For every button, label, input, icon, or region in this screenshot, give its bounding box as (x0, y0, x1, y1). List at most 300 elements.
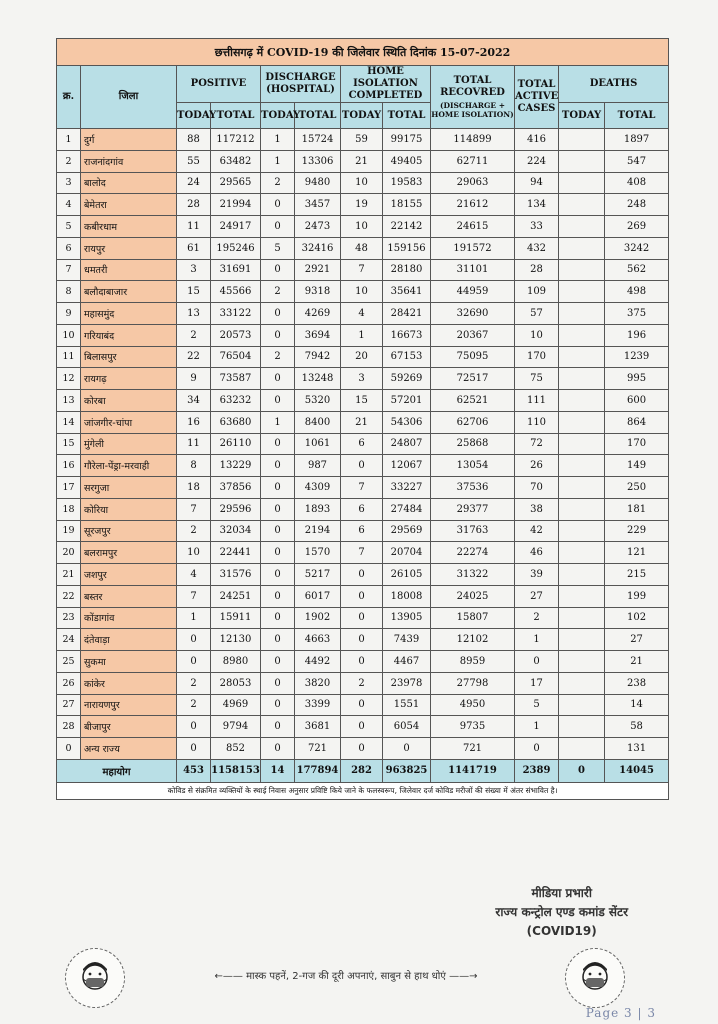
cell-hi-today: 2 (341, 672, 383, 694)
cell-active: 17 (515, 672, 559, 694)
cell-recovered: 114899 (431, 129, 515, 151)
total-recovered-note: (DISCHARGE + HOME ISOLATION) (431, 101, 514, 119)
cell-death-today (559, 564, 605, 586)
masked-face-icon (565, 948, 625, 1008)
cell-recovered: 75095 (431, 346, 515, 368)
cell-hi-today: 10 (341, 281, 383, 303)
cell-recovered: 44959 (431, 281, 515, 303)
total-death-today: 0 (559, 759, 605, 782)
cell-dis-total: 1570 (295, 542, 341, 564)
col-active-header: TOTAL ACTIVE CASES (515, 66, 559, 129)
cell-pos-today: 88 (177, 129, 211, 151)
slogan-label: मास्क पहनें, 2-गज की दूरी अपनाएं, साबुन से हाथ धोएं (246, 971, 446, 982)
cell-recovered: 24615 (431, 216, 515, 238)
cell-dis-total: 9480 (295, 172, 341, 194)
row-district: महासमुंद (81, 303, 177, 325)
cell-active: 10 (515, 324, 559, 346)
row-district: कोरबा (81, 390, 177, 412)
col-total-recovered-header (431, 66, 515, 129)
cell-hi-today: 0 (341, 607, 383, 629)
row-sn: 24 (57, 629, 81, 651)
cell-dis-today: 0 (261, 542, 295, 564)
cell-hi-today: 21 (341, 411, 383, 433)
row-district: कांकेर (81, 672, 177, 694)
row-district: दुर्ग (81, 129, 177, 151)
cell-active: 39 (515, 564, 559, 586)
district-status-table (56, 38, 669, 800)
cell-dis-today: 2 (261, 346, 295, 368)
cell-death-total: 238 (605, 672, 669, 694)
cell-active: 2 (515, 607, 559, 629)
cell-active: 26 (515, 455, 559, 477)
cell-recovered: 29377 (431, 498, 515, 520)
table-row (57, 390, 669, 412)
table-row (57, 738, 669, 760)
row-district: धमतरी (81, 259, 177, 281)
row-sn: 27 (57, 694, 81, 716)
cell-recovered: 25868 (431, 433, 515, 455)
cell-dis-total: 3681 (295, 716, 341, 738)
cell-hi-today: 3 (341, 368, 383, 390)
cell-death-today (559, 629, 605, 651)
cell-pos-today: 15 (177, 281, 211, 303)
cell-dis-total: 5217 (295, 564, 341, 586)
cell-pos-total: 63232 (211, 390, 261, 412)
signature-block (495, 884, 628, 941)
cell-pos-total: 26110 (211, 433, 261, 455)
row-district: रायगढ़ (81, 368, 177, 390)
cell-pos-today: 0 (177, 651, 211, 673)
cell-pos-total: 13229 (211, 455, 261, 477)
cell-hi-total: 49405 (383, 150, 431, 172)
cell-hi-total: 13905 (383, 607, 431, 629)
table-row (57, 259, 669, 281)
row-district: गरियाबंद (81, 324, 177, 346)
cell-dis-total: 1061 (295, 433, 341, 455)
table-row (57, 172, 669, 194)
table-row (57, 672, 669, 694)
cell-dis-today: 0 (261, 651, 295, 673)
row-sn: 2 (57, 150, 81, 172)
cell-active: 224 (515, 150, 559, 172)
cell-death-total: 58 (605, 716, 669, 738)
cell-hi-total: 59269 (383, 368, 431, 390)
cell-pos-total: 32034 (211, 520, 261, 542)
slogan-text (151, 968, 541, 982)
cell-active: 33 (515, 216, 559, 238)
cell-recovered: 24025 (431, 585, 515, 607)
cell-hi-total: 19583 (383, 172, 431, 194)
cell-pos-today: 3 (177, 259, 211, 281)
row-sn: 21 (57, 564, 81, 586)
cell-hi-today: 0 (341, 455, 383, 477)
cell-death-total: 547 (605, 150, 669, 172)
cell-dis-total: 32416 (295, 237, 341, 259)
cell-death-total: 229 (605, 520, 669, 542)
cell-active: 1 (515, 716, 559, 738)
cell-pos-total: 63680 (211, 411, 261, 433)
cell-death-total: 181 (605, 498, 669, 520)
cell-active: 27 (515, 585, 559, 607)
cell-recovered: 721 (431, 738, 515, 760)
cell-dis-total: 3694 (295, 324, 341, 346)
cell-death-today (559, 607, 605, 629)
cell-recovered: 62711 (431, 150, 515, 172)
cell-death-today (559, 150, 605, 172)
cell-pos-total: 12130 (211, 629, 261, 651)
col-deaths-header: DEATHS (559, 66, 669, 103)
cell-pos-today: 2 (177, 520, 211, 542)
cell-dis-today: 0 (261, 390, 295, 412)
cell-hi-total: 4467 (383, 651, 431, 673)
sub-header-today: TODAY (261, 103, 295, 129)
cell-pos-today: 28 (177, 194, 211, 216)
cell-dis-today: 0 (261, 672, 295, 694)
cell-pos-today: 4 (177, 564, 211, 586)
sub-header-total: TOTAL (295, 103, 341, 129)
row-district: बलरामपुर (81, 542, 177, 564)
cell-dis-today: 0 (261, 455, 295, 477)
cell-death-total: 995 (605, 368, 669, 390)
cell-pos-today: 2 (177, 672, 211, 694)
cell-dis-total: 8400 (295, 411, 341, 433)
cell-death-total: 21 (605, 651, 669, 673)
cell-death-today (559, 738, 605, 760)
cell-recovered: 4950 (431, 694, 515, 716)
cell-dis-total: 721 (295, 738, 341, 760)
cell-hi-total: 28421 (383, 303, 431, 325)
total-dis-today: 14 (261, 759, 295, 782)
cell-dis-today: 0 (261, 324, 295, 346)
cell-dis-today: 0 (261, 498, 295, 520)
row-district: गौरेला-पेंड्रा-मरवाही (81, 455, 177, 477)
cell-pos-total: 37856 (211, 477, 261, 499)
cell-death-total: 14 (605, 694, 669, 716)
cell-death-total: 864 (605, 411, 669, 433)
table-row (57, 542, 669, 564)
table-row (57, 237, 669, 259)
cell-pos-total: 24917 (211, 216, 261, 238)
cell-hi-total: 1551 (383, 694, 431, 716)
cell-recovered: 191572 (431, 237, 515, 259)
cell-pos-today: 34 (177, 390, 211, 412)
cell-hi-total: 35641 (383, 281, 431, 303)
cell-death-total: 250 (605, 477, 669, 499)
row-sn: 13 (57, 390, 81, 412)
cell-pos-total: 29596 (211, 498, 261, 520)
cell-death-total: 1239 (605, 346, 669, 368)
cell-active: 5 (515, 694, 559, 716)
cell-death-today (559, 129, 605, 151)
cell-recovered: 31101 (431, 259, 515, 281)
cell-pos-total: 22441 (211, 542, 261, 564)
cell-dis-total: 7942 (295, 346, 341, 368)
cell-dis-today: 1 (261, 150, 295, 172)
cell-dis-total: 3399 (295, 694, 341, 716)
cell-hi-total: 27484 (383, 498, 431, 520)
row-sn: 26 (57, 672, 81, 694)
cell-death-today (559, 237, 605, 259)
cell-active: 42 (515, 520, 559, 542)
col-discharge-header: DISCHARGE (HOSPITAL) (261, 66, 341, 103)
cell-death-today (559, 520, 605, 542)
signature-line-3: (COVID19) (526, 924, 597, 938)
cell-dis-today: 0 (261, 607, 295, 629)
covid-district-report (56, 38, 668, 800)
cell-pos-total: 852 (211, 738, 261, 760)
row-district: बालोद (81, 172, 177, 194)
row-district: नारायणपुर (81, 694, 177, 716)
row-sn: 11 (57, 346, 81, 368)
cell-hi-today: 20 (341, 346, 383, 368)
cell-dis-today: 0 (261, 477, 295, 499)
cell-death-total: 196 (605, 324, 669, 346)
cell-death-total: 121 (605, 542, 669, 564)
cell-dis-today: 0 (261, 194, 295, 216)
cell-hi-today: 59 (341, 129, 383, 151)
table-row (57, 455, 669, 477)
cell-pos-total: 76504 (211, 346, 261, 368)
row-district: कोरिया (81, 498, 177, 520)
cell-pos-total: 29565 (211, 172, 261, 194)
cell-recovered: 62706 (431, 411, 515, 433)
sub-header-total: TOTAL (605, 103, 669, 129)
cell-hi-total: 23978 (383, 672, 431, 694)
sub-header-total: TOTAL (211, 103, 261, 129)
footnote: कोविड से संक्रमित व्यक्तियों के स्थाई निवास अनुसार प्रविष्टि किये जाने के फलस्वरूप, जिलेवार दर्ज कोविड मरीजों की संख्या में अंतर संभावित है। (57, 782, 669, 799)
row-sn: 16 (57, 455, 81, 477)
cell-death-today (559, 194, 605, 216)
row-sn: 14 (57, 411, 81, 433)
cell-hi-total: 0 (383, 738, 431, 760)
cell-death-total: 27 (605, 629, 669, 651)
cell-dis-today: 0 (261, 564, 295, 586)
cell-pos-today: 7 (177, 498, 211, 520)
cell-death-today (559, 455, 605, 477)
cell-death-today (559, 216, 605, 238)
table-row (57, 346, 669, 368)
row-sn: 19 (57, 520, 81, 542)
row-district: कबीरधाम (81, 216, 177, 238)
sub-header-today: TODAY (341, 103, 383, 129)
cell-death-today (559, 651, 605, 673)
cell-hi-today: 7 (341, 542, 383, 564)
cell-pos-today: 0 (177, 738, 211, 760)
sub-header-today: TODAY (177, 103, 211, 129)
row-district: सरगुजा (81, 477, 177, 499)
row-sn: 10 (57, 324, 81, 346)
cell-hi-total: 6054 (383, 716, 431, 738)
cell-hi-total: 7439 (383, 629, 431, 651)
row-sn: 17 (57, 477, 81, 499)
footer-slogan-band (65, 948, 625, 1008)
cell-death-total: 600 (605, 390, 669, 412)
table-row (57, 498, 669, 520)
cell-active: 0 (515, 738, 559, 760)
cell-dis-total: 4309 (295, 477, 341, 499)
total-recovered: 1141719 (431, 759, 515, 782)
cell-recovered: 22274 (431, 542, 515, 564)
cell-recovered: 12102 (431, 629, 515, 651)
cell-recovered: 31763 (431, 520, 515, 542)
cell-hi-total: 54306 (383, 411, 431, 433)
cell-death-total: 131 (605, 738, 669, 760)
row-district: बीजापुर (81, 716, 177, 738)
cell-pos-today: 2 (177, 324, 211, 346)
row-district: मुंगेली (81, 433, 177, 455)
cell-pos-today: 1 (177, 607, 211, 629)
cell-active: 28 (515, 259, 559, 281)
cell-recovered: 13054 (431, 455, 515, 477)
cell-dis-total: 13306 (295, 150, 341, 172)
sub-header-total: TOTAL (383, 103, 431, 129)
cell-hi-today: 7 (341, 477, 383, 499)
col-sn-header: क्र. (57, 66, 81, 129)
cell-death-today (559, 303, 605, 325)
cell-dis-today: 0 (261, 585, 295, 607)
cell-pos-total: 31576 (211, 564, 261, 586)
row-sn: 3 (57, 172, 81, 194)
cell-pos-today: 2 (177, 694, 211, 716)
cell-pos-today: 22 (177, 346, 211, 368)
cell-hi-total: 57201 (383, 390, 431, 412)
cell-pos-today: 18 (177, 477, 211, 499)
cell-recovered: 8959 (431, 651, 515, 673)
cell-hi-today: 10 (341, 216, 383, 238)
cell-pos-total: 45566 (211, 281, 261, 303)
cell-pos-total: 117212 (211, 129, 261, 151)
cell-pos-today: 11 (177, 433, 211, 455)
cell-recovered: 27798 (431, 672, 515, 694)
cell-hi-total: 22142 (383, 216, 431, 238)
cell-dis-total: 2921 (295, 259, 341, 281)
table-row (57, 129, 669, 151)
cell-pos-total: 73587 (211, 368, 261, 390)
cell-death-total: 3242 (605, 237, 669, 259)
cell-pos-total: 63482 (211, 150, 261, 172)
cell-recovered: 72517 (431, 368, 515, 390)
cell-hi-today: 0 (341, 738, 383, 760)
cell-dis-today: 0 (261, 520, 295, 542)
table-row (57, 216, 669, 238)
sub-header-today: TODAY (559, 103, 605, 129)
cell-recovered: 62521 (431, 390, 515, 412)
cell-death-today (559, 716, 605, 738)
table-row (57, 368, 669, 390)
cell-hi-today: 0 (341, 694, 383, 716)
cell-death-total: 170 (605, 433, 669, 455)
table-row (57, 411, 669, 433)
total-recovered-label: TOTAL RECOVRED (440, 75, 505, 98)
total-hi-today: 282 (341, 759, 383, 782)
cell-dis-today: 0 (261, 216, 295, 238)
cell-dis-total: 3820 (295, 672, 341, 694)
cell-pos-total: 9794 (211, 716, 261, 738)
row-district: राजनांदगांव (81, 150, 177, 172)
cell-pos-total: 28053 (211, 672, 261, 694)
cell-recovered: 9735 (431, 716, 515, 738)
total-pos-today: 453 (177, 759, 211, 782)
table-row (57, 194, 669, 216)
cell-active: 46 (515, 542, 559, 564)
cell-dis-total: 4663 (295, 629, 341, 651)
table-row (57, 607, 669, 629)
cell-dis-today: 0 (261, 303, 295, 325)
cell-hi-total: 33227 (383, 477, 431, 499)
cell-hi-today: 6 (341, 520, 383, 542)
cell-death-total: 269 (605, 216, 669, 238)
row-sn: 18 (57, 498, 81, 520)
col-district-header: जिला (81, 66, 177, 129)
cell-active: 94 (515, 172, 559, 194)
total-dis-total: 177894 (295, 759, 341, 782)
table-row (57, 694, 669, 716)
cell-pos-today: 9 (177, 368, 211, 390)
table-row (57, 651, 669, 673)
cell-dis-total: 4492 (295, 651, 341, 673)
row-district: दंतेवाड़ा (81, 629, 177, 651)
row-district: सूरजपुर (81, 520, 177, 542)
cell-hi-total: 18155 (383, 194, 431, 216)
cell-dis-total: 987 (295, 455, 341, 477)
row-sn: 15 (57, 433, 81, 455)
cell-dis-total: 1902 (295, 607, 341, 629)
table-row (57, 324, 669, 346)
grand-total-row (57, 759, 669, 782)
total-death-total: 14045 (605, 759, 669, 782)
cell-pos-total: 4969 (211, 694, 261, 716)
cell-pos-total: 31691 (211, 259, 261, 281)
cell-dis-today: 0 (261, 738, 295, 760)
cell-hi-total: 99175 (383, 129, 431, 151)
cell-hi-total: 67153 (383, 346, 431, 368)
cell-pos-total: 24251 (211, 585, 261, 607)
cell-dis-total: 4269 (295, 303, 341, 325)
cell-active: 38 (515, 498, 559, 520)
row-sn: 1 (57, 129, 81, 151)
total-hi-total: 963825 (383, 759, 431, 782)
cell-recovered: 20367 (431, 324, 515, 346)
cell-dis-total: 9318 (295, 281, 341, 303)
table-row (57, 716, 669, 738)
cell-recovered: 31322 (431, 564, 515, 586)
row-district: बिलासपुर (81, 346, 177, 368)
row-district: जांजगीर-चांपा (81, 411, 177, 433)
row-district: अन्य राज्य (81, 738, 177, 760)
cell-dis-today: 0 (261, 629, 295, 651)
cell-death-today (559, 368, 605, 390)
cell-pos-total: 8980 (211, 651, 261, 673)
signature-line-1: मीडिया प्रभारी (531, 886, 592, 900)
cell-dis-today: 2 (261, 172, 295, 194)
row-district: रायपुर (81, 237, 177, 259)
row-sn: 23 (57, 607, 81, 629)
cell-death-total: 1897 (605, 129, 669, 151)
table-row (57, 281, 669, 303)
cell-active: 75 (515, 368, 559, 390)
col-home-isolation-header: HOME ISOLATION COMPLETED (341, 66, 431, 103)
row-sn: 22 (57, 585, 81, 607)
row-district: बलौदाबाजार (81, 281, 177, 303)
cell-pos-total: 20573 (211, 324, 261, 346)
report-title: छत्तीसगढ़ में COVID-19 की जिलेवार स्थिति दिनांक 15-07-2022 (57, 39, 669, 66)
cell-pos-today: 7 (177, 585, 211, 607)
cell-active: 57 (515, 303, 559, 325)
cell-pos-today: 55 (177, 150, 211, 172)
cell-hi-today: 15 (341, 390, 383, 412)
cell-dis-today: 2 (261, 281, 295, 303)
cell-hi-today: 0 (341, 651, 383, 673)
